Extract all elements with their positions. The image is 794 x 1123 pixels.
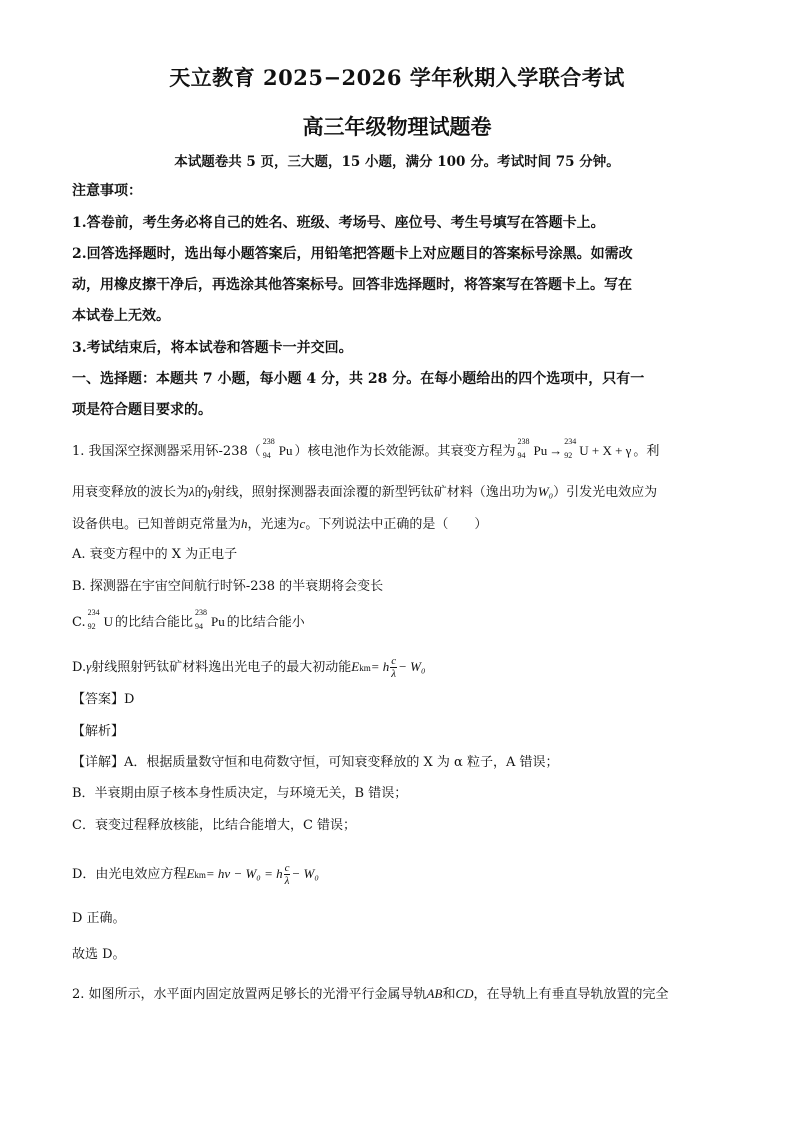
arrow-symbol: →: [549, 443, 563, 458]
question-1-line-3: 设备供电。已知普朗克常量为h，光速为c。下列说法中正确的是（ ）: [72, 516, 488, 532]
c-over-lambda: $\frac{c}{\lambda}$: [391, 655, 397, 680]
pu-nuclide: 238 94 Pu: [262, 437, 293, 460]
w0-symbol: W₀: [537, 484, 554, 499]
section-1-line-2: 项是符合题目要求的。: [72, 402, 212, 418]
notice-heading: 注意事项：: [72, 183, 142, 199]
u-nuclide-eq: 234 92 U + X + γ: [564, 437, 632, 460]
exam-subtitle: 高三年级物理试题卷: [302, 114, 492, 139]
detail-c: C．衰变过程释放核能，比结合能增大，C 错误；: [72, 818, 357, 833]
question-1-line-1: [72, 437, 732, 462]
detail-d: D．由光电效应方程Ekm= hν − W₀ = h $\frac{c}{\lambda}$ − W₀: [72, 862, 319, 887]
question-2-line-1: 2. 如图所示，水平面内固定放置两足够长的光滑平行金属导轨AB和CD，在导轨上有垂直导轨放置的完全: [72, 986, 669, 1002]
answer-label: 【答案】D: [72, 692, 135, 707]
option-d: D.γ射线照射钙钛矿材料逸出光电子的最大初动能Ekm= h $\frac{c}{\lambda}$ − W₀: [72, 655, 426, 680]
section-1-line-1: 一、选择题：本题共 7 小题，每小题 4 分，共 28 分。在每小题给出的四个选项中，只有一: [72, 371, 645, 387]
option-a: A. 衰变方程中的 X 为正电子: [72, 547, 238, 562]
choose-d: 故选 D。: [72, 947, 126, 962]
notice-item-1: 1.答卷前，考生务必将自己的姓名、班级、考场号、座位号、考生号填写在答题卡上。: [72, 215, 605, 231]
notice-item-2-line-1: 2.回答选择题时，选出每小题答案后，用铅笔把答题卡上对应题目的答案标号涂黑。如需改: [72, 246, 633, 262]
q1-text-a: 1. 我国深空探测器采用钚-238（: [72, 444, 261, 459]
pu-nuclide-eq: 238 94 Pu: [517, 437, 548, 460]
q1-text-b: ）核电池作为长效能源。其衰变方程为: [294, 444, 516, 459]
exam-info: 本试题卷共 5 页，三大题，15 小题，满分 100 分。考试时间 75 分钟。: [174, 154, 620, 170]
c-over-lambda-2: $\frac{c}{\lambda}$: [284, 862, 290, 887]
notice-item-2-line-2: 动，用橡皮擦干净后，再选涂其他答案标号。回答非选择题时，将答案写在答题卡上。写在: [72, 277, 632, 293]
notice-item-3: 3.考试结束后，将本试卷和答题卡一并交回。: [72, 340, 353, 356]
pu-nuclide-c: 238 94 Pu: [195, 608, 225, 631]
detail-b: B．半衰期由原子核本身性质决定，与环境无关，B 错误；: [72, 786, 408, 801]
option-c: C. 234 92 U 的比结合能比 238 94 Pu 的比结合能小: [72, 608, 305, 631]
d-correct: D 正确。: [72, 911, 126, 926]
option-b: B. 探测器在宇宙空间航行时钚-238 的半衰期将会变长: [72, 579, 384, 594]
lambda-symbol: λ: [189, 484, 195, 499]
analysis-label: 【解析】: [72, 724, 125, 739]
notice-item-2-line-3: 本试卷上无效。: [72, 308, 170, 324]
u-nuclide: 234 92 U: [87, 608, 114, 631]
gamma-symbol: γ: [207, 484, 213, 499]
question-1-line-2: 用衰变释放的波长为λ的γ射线，照射探测器表面涂覆的新型钙钛矿材料（逸出功为W₀）引发光电效应为: [72, 484, 658, 500]
exam-title: 天立教育 2025−2026 学年秋期入学联合考试: [169, 65, 625, 90]
detail-a: 【详解】A．根据质量数守恒和电荷数守恒，可知衰变释放的 X 为 α 粒子，A 错误；: [72, 755, 559, 770]
q1-text-c: 。利: [633, 444, 660, 459]
